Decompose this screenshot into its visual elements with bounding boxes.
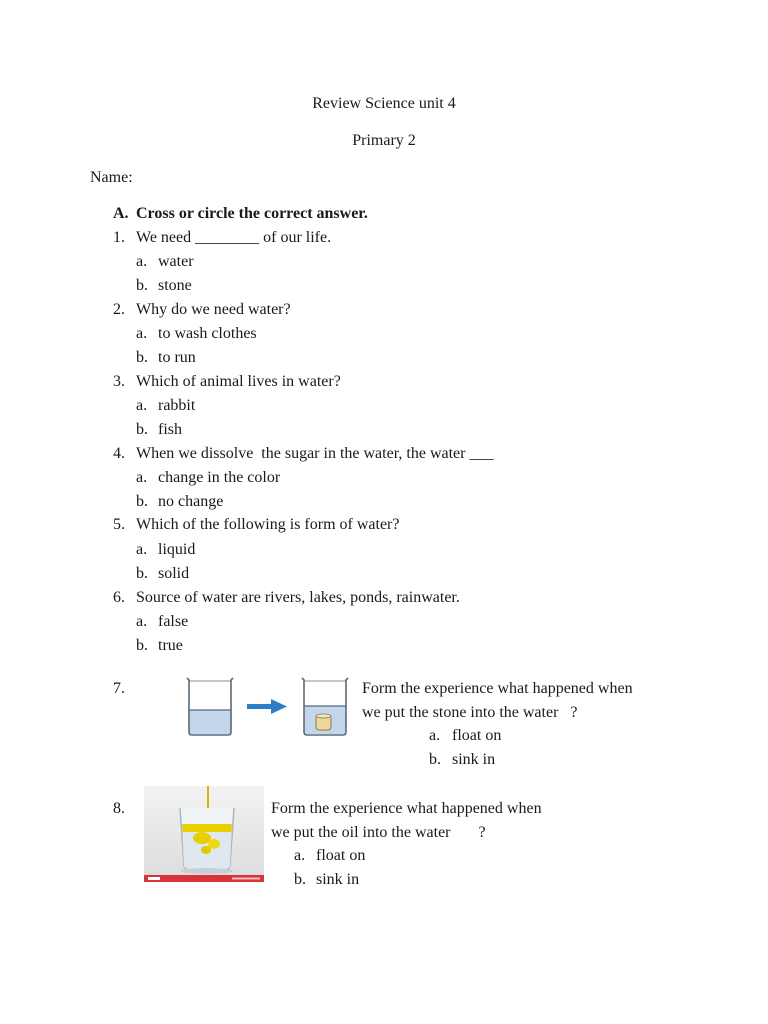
question-text-line1: Form the experience what happened when (362, 680, 633, 697)
section-marker: A. (113, 205, 129, 222)
beaker-with-stone-icon (302, 678, 348, 735)
question-number: 4. (113, 445, 125, 462)
question-text: When we dissolve the sugar in the water, the water ___ (136, 445, 494, 462)
option-text: liquid (158, 541, 196, 558)
glass-oil-photo-icon (144, 786, 264, 882)
option-letter: b. (136, 565, 148, 582)
question-text-line2: we put the oil into the water ? (271, 824, 486, 841)
option-letter: b. (136, 637, 148, 654)
option-text: to wash clothes (158, 325, 257, 342)
option-letter: b. (136, 493, 148, 510)
option-text: float on (452, 727, 502, 744)
question-number: 3. (113, 373, 125, 390)
option-text: water (158, 253, 194, 270)
option-text: stone (158, 277, 192, 294)
section-heading: Cross or circle the correct answer. (136, 205, 368, 222)
question-number: 2. (113, 301, 125, 318)
option-letter: a. (136, 541, 148, 558)
arrow-right-icon (247, 699, 287, 714)
option-text: fish (158, 421, 182, 438)
option-text: true (158, 637, 183, 654)
option-letter: a. (136, 253, 148, 270)
name-label: Name: (90, 169, 133, 186)
option-letter: a. (136, 325, 148, 342)
option-letter: b. (294, 871, 306, 888)
question-number: 6. (113, 589, 125, 606)
question-number: 5. (113, 516, 125, 533)
option-letter: a. (136, 613, 148, 630)
page-subtitle: Primary 2 (352, 132, 416, 149)
question-text: Which of the following is form of water? (136, 516, 400, 533)
option-text: rabbit (158, 397, 196, 414)
page-title: Review Science unit 4 (312, 95, 456, 112)
option-letter: b. (136, 421, 148, 438)
question-number: 8. (113, 800, 125, 817)
option-text: no change (158, 493, 224, 510)
option-letter: b. (136, 277, 148, 294)
option-text: sink in (316, 871, 360, 888)
question-number: 1. (113, 229, 125, 246)
option-letter: a. (294, 847, 306, 864)
option-text: to run (158, 349, 196, 366)
question-text: Source of water are rivers, lakes, ponds, rainwater. (136, 589, 460, 606)
beaker-icon (187, 678, 233, 735)
option-letter: b. (429, 751, 441, 768)
question-text: Which of animal lives in water? (136, 373, 341, 390)
option-letter: b. (136, 349, 148, 366)
question-text-line2: we put the stone into the water ? (362, 704, 578, 721)
option-text: solid (158, 565, 190, 582)
option-text: sink in (452, 751, 496, 768)
option-text: change in the color (158, 469, 281, 486)
option-letter: a. (429, 727, 441, 744)
option-text: float on (316, 847, 366, 864)
question-text: We need ________ of our life. (136, 229, 332, 246)
option-text: false (158, 613, 189, 630)
question-text: Why do we need water? (136, 301, 291, 318)
option-letter: a. (136, 469, 148, 486)
question-number: 7. (113, 680, 125, 697)
beaker-stone-experiment-icon (185, 674, 355, 738)
option-letter: a. (136, 397, 148, 414)
question-text-line1: Form the experience what happened when (271, 800, 542, 817)
